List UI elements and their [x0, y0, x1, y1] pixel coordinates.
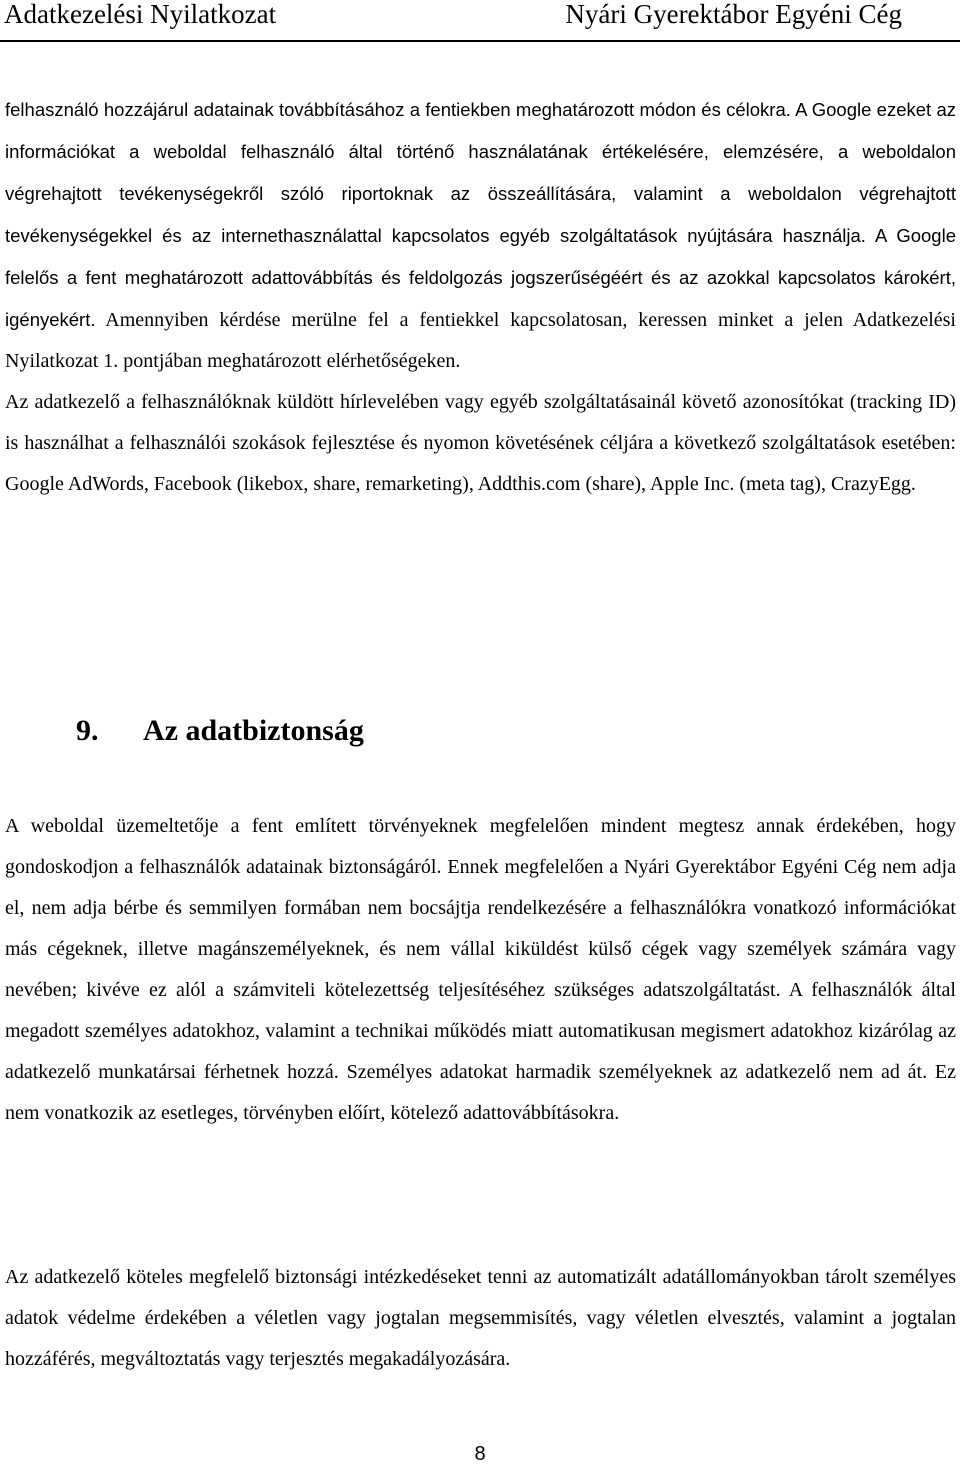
- header-rule: [0, 40, 960, 42]
- document-title: Adatkezelési Nyilatkozat: [4, 0, 277, 29]
- security-paragraph-1: [5, 806, 956, 1134]
- page-header: [0, 0, 960, 48]
- security-text-1: A weboldal üzemeltetője a fent említett törvényeknek megfelelően mindent megtesz annak érdekében, hogy gondoskodjon a felhasználók adatainak biztonságáról. Ennek megfelelően a Nyári Gyerektábor Egyéni Cég nem adja el, nem adja bérbe és semmilyen formában nem bocsájtja rendelkezésére a felhasználókra vonatkozó információkat más cégeknek, illetve magánszemélyeknek, és nem vállal kiküldést külső cégek vagy személyek számára vagy nevében; kivéve ez alól a számviteli kötelezettség teljesítéséhez szükséges adatszolgáltatást. A felhasználók által megadott személyes adatokhoz, valamint a technikai működés miatt automatikusan megismert adatokhoz kizárólag az adatkezelő munkatársai férhetnek hozzá. Személyes adatokat harmadik személyeknek az adatkezelő nem ad át. Ez nem vonatkozik az esetleges, törvényben előírt, kötelező adattovábbításokra.: [5, 815, 956, 1124]
- google-analytics-text: felhasználó hozzájárul adatainak továbbításához a fentiekben meghatározott módon és célokra. A Google ezeket az információkat a weboldal felhasználó által történő használatának értékelésére, elemzésére, a weboldalon végrehajtott tevékenységekről szóló riportoknak az összeállítására, valamint a weboldalon végrehajtott tevékenységekkel és az internethasználattal kapcsolatos egyéb szolgáltatások nyújtására használja. A Google felelős a fent meghatározott adattovábbítás és feldolgozás jogszerűségéért és az azokkal kapcsolatos károkért, igényekért.: [5, 99, 956, 330]
- google-analytics-paragraph: [5, 89, 956, 382]
- contact-reference-text: Amennyiben kérdése merülne fel a fentiekkel kapcsolatosan, keressen minket a jelen Adatkezelési Nyilatkozat 1. pontjában meghatározott elérhetőségeken.: [5, 309, 956, 372]
- section-number: 9.: [76, 714, 99, 747]
- security-text-2: Az adatkezelő köteles megfelelő biztonsági intézkedéseket tenni az automatizált adatállományokban tárolt személyes adatok védelme érdekében a véletlen vagy jogtalan megsemmisítés, vagy véletlen elvesztés, valamint a jogtalan hozzáférés, megváltoztatás vagy terjesztés megakadályozására.: [5, 1266, 956, 1370]
- company-name: Nyári Gyerektábor Egyéni Cég: [565, 0, 902, 29]
- section-title: Az adatbiztonság: [143, 714, 364, 747]
- continuation-block: [5, 89, 956, 505]
- security-paragraph-2: [5, 1257, 956, 1380]
- tracking-id-paragraph: Az adatkezelő a felhasználóknak küldött hírlevelében vagy egyéb szolgáltatásainál követő azonosítókat (tracking ID) is használhat a felhasználói szokások fejlesztése és nyomon követésének céljára a következő szolgáltatások esetében: Google AdWords, Facebook (likebox, share, remarketing), Addthis.com (share), Apple Inc. (meta tag), CrazyEgg.: [5, 391, 956, 495]
- page-number: 8: [474, 1443, 486, 1465]
- section-heading: [76, 706, 364, 756]
